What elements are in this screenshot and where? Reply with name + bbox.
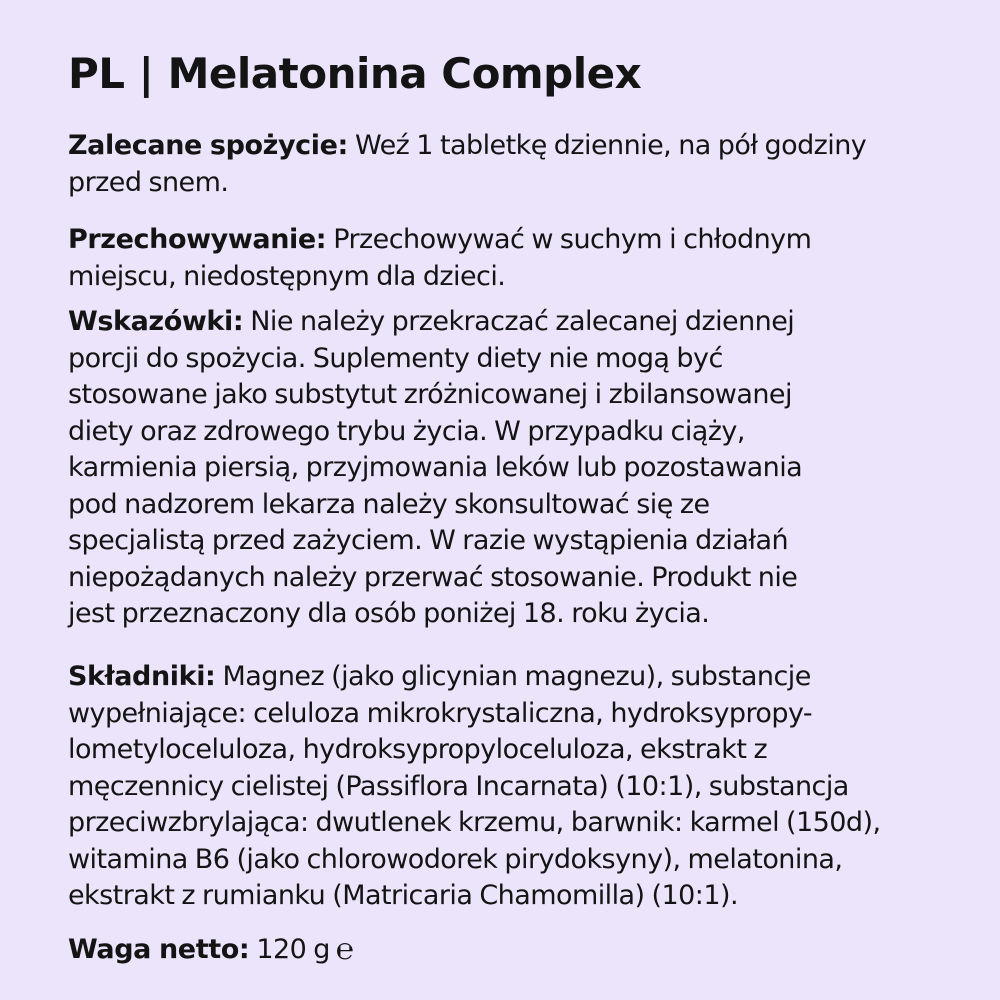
weight-section	[68, 932, 938, 969]
tips-line-8: niepożądanych należy przerwać stosowanie. Produkt nie	[68, 561, 798, 593]
ingredients-label: Składniki:	[68, 661, 216, 692]
usage-label: Zalecane spożycie:	[68, 130, 348, 161]
tips-line-1	[68, 304, 938, 341]
weight-value: 120 g	[249, 934, 330, 965]
estimated-sign-icon: ℮	[335, 932, 354, 967]
tips-line-4: diety oraz zdrowego trybu życia. W przypadku ciąży,	[68, 415, 745, 447]
tips-section	[68, 304, 938, 633]
weight-line	[68, 932, 938, 969]
tips-line-5: karmienia piersią, przyjmowania leków lub pozostawania	[68, 452, 803, 483]
ingredients-text: Magnez (jako glicynian magnezu), substancje	[215, 661, 811, 692]
storage-line-1	[68, 222, 938, 259]
page-title: PL | Melatonina Complex	[68, 49, 642, 98]
tips-line-9: jest przeznaczony dla osób poniżej 18. roku życia.	[68, 598, 710, 629]
tips-text: Nie należy przekraczać zalecanej dziennej	[243, 306, 795, 337]
tips-line-2: porcji do spożycia. Suplementy diety nie mogą być	[68, 342, 723, 374]
storage-line-2: miejscu, niedostępnym dla dzieci.	[68, 260, 506, 292]
usage-section	[68, 128, 938, 201]
ingredients-line-2: wypełniające: celuloza mikrokrystaliczna, hydroksypropy-	[68, 697, 813, 729]
ingredients-line-6: witamina B6 (jako chlorowodorek pirydoksyny), melatonina,	[68, 843, 843, 875]
ingredients-line-7: ekstrakt z rumianku (Matricaria Chamomilla) (10:1).	[68, 880, 738, 911]
storage-label: Przechowywanie:	[68, 224, 327, 255]
ingredients-line-5: przeciwzbrylająca: dwutlenek krzemu, barwnik: karmel (150d),	[68, 807, 881, 838]
tips-line-6: pod nadzorem lekarza należy skonsultować się ze	[68, 488, 710, 520]
ingredients-line-4: męczennicy cielistej (Passiflora Incarnata) (10:1), substancja	[68, 770, 849, 802]
weight-label: Waga netto:	[68, 934, 250, 965]
usage-line-1	[68, 128, 938, 165]
ingredients-line-3: lometyloceluloza, hydroksypropyloceluloza, ekstrakt z	[68, 734, 768, 765]
storage-section	[68, 222, 938, 295]
tips-line-3: stosowane jako substytut zróżnicowanej i zbilansowanej	[68, 379, 792, 410]
usage-text: Weź 1 tabletkę dziennie, na pół godziny	[347, 130, 867, 161]
storage-text: Przechowywać w suchym i chłodnym	[326, 224, 812, 255]
tips-line-7: specjalistą przed zażyciem. W razie wystąpienia działań	[68, 525, 789, 556]
ingredients-section	[68, 659, 938, 915]
tips-label: Wskazówki:	[68, 306, 244, 337]
ingredients-line-1	[68, 659, 938, 696]
usage-line-2: przed snem.	[68, 166, 229, 198]
